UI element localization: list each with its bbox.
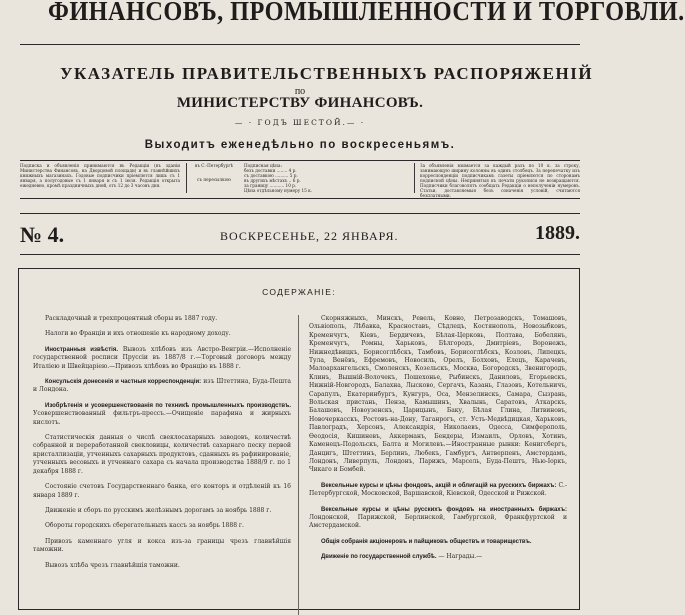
entry-text: Скорняжныхъ, Минскъ, Ревель, Ковно, Петрозаводскъ, Томашовъ, Ольвіополь, Лѣбавка, Красноставъ, Сѣдлецъ, Костянополь, Новозыбковъ, Кременчугъ, Кіевъ, Бердичевъ, Бѣлая-Церковь, Полтава, Бобелянъ, Кременчугъ, Ромны, Харьковъ, Бѣлгородъ, Дмитріевъ, Воронежъ, Нижнедѣвицкъ, Борисоглѣбскъ, Тамбовъ, Борисоглѣбскъ, Козловъ, Липецкъ, Тула, Венёвъ, Ефремовъ, Новосиль, Орелъ, Болховъ, Елецъ, Карачевъ, Малоархангельскъ, Смоленскъ, Козельскъ, Москва, Богородскъ, Звенигородъ, Клинъ, Вышній-Волочекъ, Пошехонье, Рыбинскъ, Даниловъ, Егорьевскъ, Нижній-Новгородъ, Балахна, Лысково, Сергачъ, Казань, Глазовъ, Котельничъ, Сарапулъ, Екатеринбургъ, Кунгуръ, Оса, Мензелинскъ, Самара, Сызрань, Вольская пристань, Пенза, Камышинъ, Хвалынь, Саратовъ, Аткарскъ, Балашовъ, Новоузенскъ, Царицынъ, Баку, Бѣлая Глина, Литвиновъ, Новочеркасскъ, Ростовъ-на-Дону, Таганрогъ, ст. Усть-Медвѣдицкая, Харьковъ, Павлоградъ, Херсонъ, Александрія, Николаевъ, Одесса, Симферополь, Ѳеодосія, Кишиневъ, Аккерманъ, Бендеры, Измаилъ, Орловъ, Хотинъ, Каменецъ-Подольскъ, Балта и Могилевъ.—Иностранные рынки: Кенигсбергъ, Данцигъ, Штеттинъ, Берлинъ, Любекъ, Гамбургъ, Антверпенъ, Амстердамъ, Лондонъ, Ливерпуль, Лондонъ, Парижъ, Марсель, Буда-Пештъ, Нью-Іоркъ, Чикаго и Бомбей. (309, 315, 567, 474)
entry-text: Налоги во Франціи и ихъ отношеніе къ народному доходу. (45, 330, 231, 338)
contents-entry (309, 482, 567, 499)
contents-entry (309, 553, 567, 561)
entry-text: Движеніе и сборъ по русскимъ желѣзнымъ дорогамъ за ноябрь 1888 г. (45, 506, 272, 514)
price-row: за границу ........... 10 р. (244, 183, 297, 188)
entry-text: Вывозъ хлѣба чрезъ главнѣйшія таможни. (45, 561, 180, 569)
price-row: съ доставкою .......... 5 р. (244, 173, 298, 178)
subscription-info: Подписка и объявленія принимаются въ Редакціи (въ зданіи Министерства Финансовъ, на Дворцовой площади) и въ главнѣйшихъ книжныхъ магазинахъ. Годовые подписчики пріемлются лишь съ 1 января, а полугодовые съ 1 января и съ 1 іюля. Редакція открыта ежедневно, кромѣ праздничныхъ дней, отъ 12 до 3 часовъ дня. (20, 163, 180, 188)
entry-heading: Движеніе по государственной службѣ. (321, 554, 437, 561)
price-row: Цѣна отдѣльному нумеру 15 к. (244, 188, 313, 193)
contents-heading: СОДЕРЖАНІЕ: (262, 287, 336, 297)
contents-entry (33, 483, 291, 500)
entry-text: С.-Петербургской, Московской, Варшавской, Кіевской, Одесской и Рижской. (309, 481, 567, 498)
price-list (244, 163, 354, 195)
contents-entry (33, 434, 291, 476)
issue-date: ВОСКРЕСЕНЬЕ, 22 ЯНВАРЯ. (220, 229, 399, 243)
subtitle-line1: УКАЗАТЕЛЬ ПРАВИТЕЛЬСТВЕННЫХЪ РАСПОРЯЖЕНІЙ (60, 64, 594, 83)
contents-box (18, 268, 580, 610)
contents-entry (33, 330, 291, 338)
city-line1: въ С.-Петербургѣ (194, 163, 234, 168)
contents-entry (33, 507, 291, 515)
advertising-info: За объявленія взимается за каждый разъ по 10 к. за строку, занимающую ширину колонны въ одинъ столбецъ. За перепечатку изъ корреспонденціи подписчикамъ газеты пріемлются по сторонамъ подписной цѣны. Непринятыя къ печати рукописи не возвращаются. Подписчики благоволятъ сообщать Редакціи о неполученіи нумеровъ. Статьи, доставляемыя безъ означенія условій, считаются безплатными. (420, 163, 580, 198)
contents-right-column (309, 315, 567, 569)
price-header: Подписная цѣна: (244, 163, 282, 168)
info-bottom-rule (20, 198, 580, 199)
weekly-notice: Выходитъ еженедѣльно по воскресеньямъ. (144, 139, 456, 151)
price-row: безъ доставки ........ 4 р. (244, 168, 297, 173)
issue-bottom-rule (20, 254, 580, 255)
issue-year: 1889. (535, 222, 580, 244)
city-line2: съ пересылкою (197, 177, 231, 182)
entry-text: — Награды.— (438, 553, 483, 561)
contents-entry (33, 522, 291, 530)
contents-entry (33, 346, 291, 371)
entry-heading: Иностранныя извѣстія. (45, 346, 118, 353)
info-divider (414, 163, 415, 193)
entry-heading: Вексельные курсы и цѣны русскихъ фондовъ на иностранныхъ биржахъ: (321, 506, 567, 513)
contents-entry (309, 315, 567, 475)
entry-text: Статистическія данныя о числѣ свеклосахарныхъ заводовъ, количествѣ собранной и переработанной свекловицы, количествѣ сахарнаго песку первой кристаллизаціи, утченныхъ сахарныхъ продуктовъ, сданныхъ въ рафинированіе, утченныхъ весовыхъ и утченнаго сахара съ начала производства 1888/9 г. по 1 декабря 1888 г. (33, 434, 291, 475)
entry-text: Состояніе счетовъ Государственнаго банка, его конторъ и отдѣленій къ 16 января 1889 г. (33, 483, 291, 499)
entry-text: Раскладочный и трехпроцентный сборы въ 1887 году. (45, 315, 218, 322)
contents-entry (309, 538, 567, 546)
issue-top-rule (20, 213, 580, 214)
city-labels (192, 163, 236, 195)
entry-text: Усовершенствованный фильтръ-прессъ.—Очищеніе парафина и жирныхъ кислотъ. (33, 410, 291, 426)
subtitle-po: по (294, 86, 306, 97)
price-row: въ другихъ мѣстахъ .. 6 р. (244, 178, 301, 183)
entry-text: Привозъ каменнаго угля и кокса изъ-за границы чрезъ главнѣйшія таможни. (33, 537, 291, 554)
entry-text: Вывозъ хлѣбовъ изъ Австро-Венгріи.—Исполненіе государственной росписи Пруссіи въ 1887/8 г.—Торговый договоръ между Италіею и Швейцаріею.—Привозъ хлѣбовъ во Францію въ 1888 г. (33, 345, 291, 370)
contents-entry (33, 315, 291, 323)
entry-text: Лондонской, Парижской, Берлинской, Гамбургской, Франкфуртской и Амстердамской. (309, 513, 567, 530)
masthead-rule (20, 44, 580, 45)
info-top-rule (20, 160, 580, 161)
entry-text: Обороты городскихъ сберегательныхъ кассъ за ноябрь 1888 г. (45, 522, 244, 530)
issue-number: № 4. (20, 222, 65, 247)
contents-entry (33, 378, 291, 395)
entry-text: изъ Штеттина, Буда-Пешта и Лондона. (33, 378, 291, 394)
contents-entry (309, 506, 567, 531)
contents-entry (33, 562, 291, 570)
issue-line (20, 222, 580, 248)
masthead-title: ФИНАНСОВЪ, ПРОМЫШЛЕННОСТИ И ТОРГОВЛИ. (48, 0, 685, 26)
contents-entry (33, 538, 291, 555)
contents-entry (33, 402, 291, 427)
entry-heading: Общія собранія акціонеровъ и пайщиковъ обществъ и товариществъ. (321, 538, 532, 545)
year-label: — · ГОДЪ ШЕСТОЙ. — · (200, 118, 400, 127)
column-divider (298, 315, 299, 615)
subtitle-line2: МИНИСТЕРСТВУ ФИНАНСОВЪ. (176, 95, 424, 111)
entry-heading: Вексельные курсы и цѣны фондовъ, акцій и облигацій на русскихъ биржахъ: (321, 482, 557, 489)
entry-heading: Изобрѣтенія и усовершенствованія по техникѣ промышленныхъ производствъ. (45, 402, 291, 409)
contents-left-column (33, 315, 291, 577)
info-divider (186, 163, 187, 193)
entry-heading: Консульскія донесенія и частныя корреспонденціи: (45, 379, 202, 386)
